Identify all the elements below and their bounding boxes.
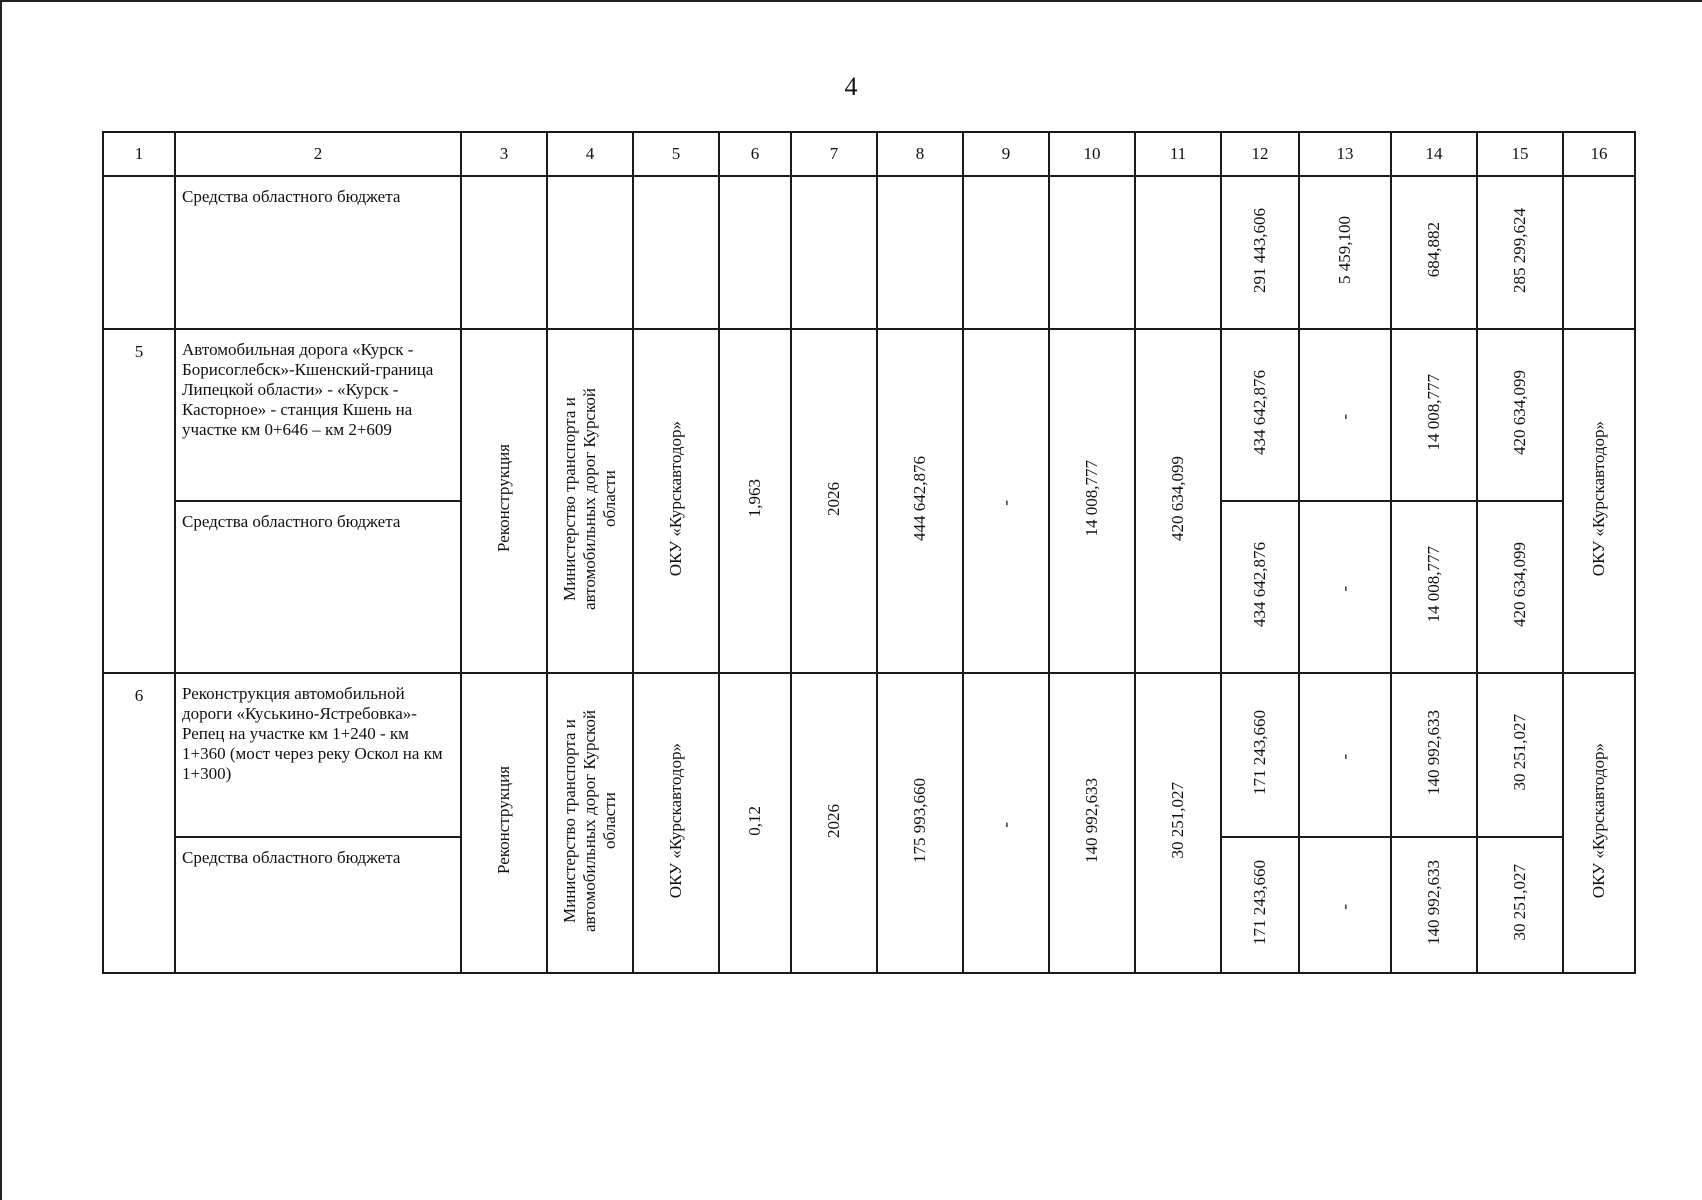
- cell-value: [1391, 673, 1477, 837]
- cell-value: [1049, 673, 1135, 973]
- data-table: [102, 131, 1636, 974]
- cell-empty: [633, 176, 719, 329]
- executor: [1563, 329, 1635, 673]
- cell-value: [1477, 673, 1563, 837]
- cell-text: 30 251,027: [1510, 714, 1529, 791]
- col-header: 6: [719, 132, 791, 176]
- page-number: 4: [844, 72, 858, 101]
- cell-value: [1299, 673, 1391, 837]
- cell-value: [1299, 837, 1391, 973]
- cell-text: 5 459,100: [1335, 216, 1354, 284]
- cell-text: 30 251,027: [1168, 782, 1187, 859]
- col-header: 7: [791, 132, 877, 176]
- cell-text: 140 992,633: [1424, 710, 1443, 795]
- cell-text: 1,963: [745, 479, 764, 518]
- cell-text: 291 443,606: [1250, 207, 1269, 293]
- cell-value: [1477, 176, 1563, 329]
- cell-empty: [547, 176, 633, 329]
- table-row: [103, 673, 1635, 837]
- cell-value: [1221, 501, 1299, 673]
- cell-text: 140 992,633: [1082, 778, 1101, 863]
- cell-text: -: [996, 822, 1015, 828]
- cell-value: [1299, 176, 1391, 329]
- col-header: 5: [633, 132, 719, 176]
- cell-empty: [719, 176, 791, 329]
- cell-text: -: [1335, 414, 1354, 420]
- cell-text: 434 642,876: [1250, 542, 1269, 627]
- cell-text: -: [1335, 904, 1354, 910]
- cell-value: [1135, 329, 1221, 673]
- funding-source: Средства областного бюджета: [175, 837, 461, 973]
- cell-empty: [877, 176, 963, 329]
- cell-value: [1391, 837, 1477, 973]
- cell-value: [1221, 673, 1299, 837]
- table-row: [103, 329, 1635, 501]
- cell-text: -: [1335, 586, 1354, 592]
- cell-value: [1135, 673, 1221, 973]
- header-row: [103, 132, 1635, 176]
- cell-text: Реконструкция: [494, 444, 513, 553]
- work-type: [461, 329, 547, 673]
- col-header: 2: [175, 132, 461, 176]
- length: [719, 673, 791, 973]
- cell-text: ОКУ «Курскавтодор»: [666, 420, 685, 577]
- col-header: 11: [1135, 132, 1221, 176]
- cell-value: [1391, 176, 1477, 329]
- cell-text: ОКУ «Курскавтодор»: [666, 742, 685, 899]
- cell-text: ОКУ «Курскавтодор»: [1589, 420, 1608, 577]
- year: [791, 329, 877, 673]
- cell-empty: [791, 176, 877, 329]
- cell-value: [1221, 837, 1299, 973]
- col-header: 1: [103, 132, 175, 176]
- col-header: 10: [1049, 132, 1135, 176]
- cell-value: [1299, 501, 1391, 673]
- executor: [1563, 673, 1635, 973]
- cell-value: [963, 329, 1049, 673]
- cell-text: 175 993,660: [910, 778, 929, 863]
- object-name: Автомобильная дорога «Курск - Борисоглебск»-Кшенский-граница Липецкой области» - «Курск - Касторное» - станция Кшень на участке км 0+646 – км 2+609: [175, 329, 461, 501]
- cell-text: 171 243,660: [1250, 710, 1269, 795]
- cell-value: [1299, 329, 1391, 501]
- col-header: 12: [1221, 132, 1299, 176]
- cell-text: 171 243,660: [1250, 860, 1269, 945]
- cell-text: Министерство транспорта и автомобильных дорог Курской области: [560, 709, 619, 932]
- cell-empty: [461, 176, 547, 329]
- cell-value: [1221, 329, 1299, 501]
- row-number: 5: [103, 329, 175, 673]
- cell-empty: [963, 176, 1049, 329]
- row-number: 6: [103, 673, 175, 973]
- cell-text: 420 634,099: [1510, 370, 1529, 455]
- cell-text: 444 642,876: [910, 456, 929, 541]
- cell-value: [1477, 329, 1563, 501]
- ministry: [547, 673, 633, 973]
- cell-text: 2026: [824, 481, 843, 516]
- cell-empty: [1135, 176, 1221, 329]
- cell-empty: [1049, 176, 1135, 329]
- cell-empty: [1563, 176, 1635, 329]
- table-row: [103, 176, 1635, 329]
- cell-text: 30 251,027: [1510, 864, 1529, 941]
- object-name: Реконструкция автомобильной дороги «Куськино-Ястребовка»-Репец на участке км 1+240 - км 1+360 (мост через реку Оскол на км 1+300): [175, 673, 461, 837]
- cell-value: [1221, 176, 1299, 329]
- col-header: 3: [461, 132, 547, 176]
- col-header: 15: [1477, 132, 1563, 176]
- cell-text: Реконструкция: [494, 766, 513, 875]
- customer: [633, 673, 719, 973]
- col-header: 4: [547, 132, 633, 176]
- col-header: 14: [1391, 132, 1477, 176]
- cell-text: 420 634,099: [1168, 456, 1187, 541]
- col-header: 9: [963, 132, 1049, 176]
- cell-text: 285 299,624: [1510, 207, 1529, 293]
- cost: [877, 329, 963, 673]
- length: [719, 329, 791, 673]
- col-header: 16: [1563, 132, 1635, 176]
- cell-value: [1049, 329, 1135, 673]
- cost: [877, 673, 963, 973]
- cell-text: 684,882: [1424, 222, 1443, 278]
- cell-text: 2026: [824, 803, 843, 838]
- cell-text: 14 008,777: [1082, 460, 1101, 537]
- work-type: [461, 673, 547, 973]
- funding-source: Средства областного бюджета: [175, 176, 461, 329]
- customer: [633, 329, 719, 673]
- cell-text: -: [996, 500, 1015, 506]
- cell-value: [1391, 329, 1477, 501]
- cell-value: [963, 673, 1049, 973]
- cell-text: 434 642,876: [1250, 370, 1269, 455]
- cell-text: ОКУ «Курскавтодор»: [1589, 742, 1608, 899]
- cell-text: -: [1335, 754, 1354, 760]
- col-header: 13: [1299, 132, 1391, 176]
- funding-source: Средства областного бюджета: [175, 501, 461, 673]
- cell-empty: [103, 176, 175, 329]
- cell-text: 420 634,099: [1510, 542, 1529, 627]
- year: [791, 673, 877, 973]
- cell-value: [1477, 837, 1563, 973]
- cell-value: [1391, 501, 1477, 673]
- cell-text: 14 008,777: [1424, 374, 1443, 451]
- cell-text: 14 008,777: [1424, 546, 1443, 623]
- ministry: [547, 329, 633, 673]
- cell-text: Министерство транспорта и автомобильных дорог Курской области: [560, 387, 619, 610]
- cell-text: 140 992,633: [1424, 860, 1443, 945]
- col-header: 8: [877, 132, 963, 176]
- cell-value: [1477, 501, 1563, 673]
- cell-text: 0,12: [745, 805, 764, 836]
